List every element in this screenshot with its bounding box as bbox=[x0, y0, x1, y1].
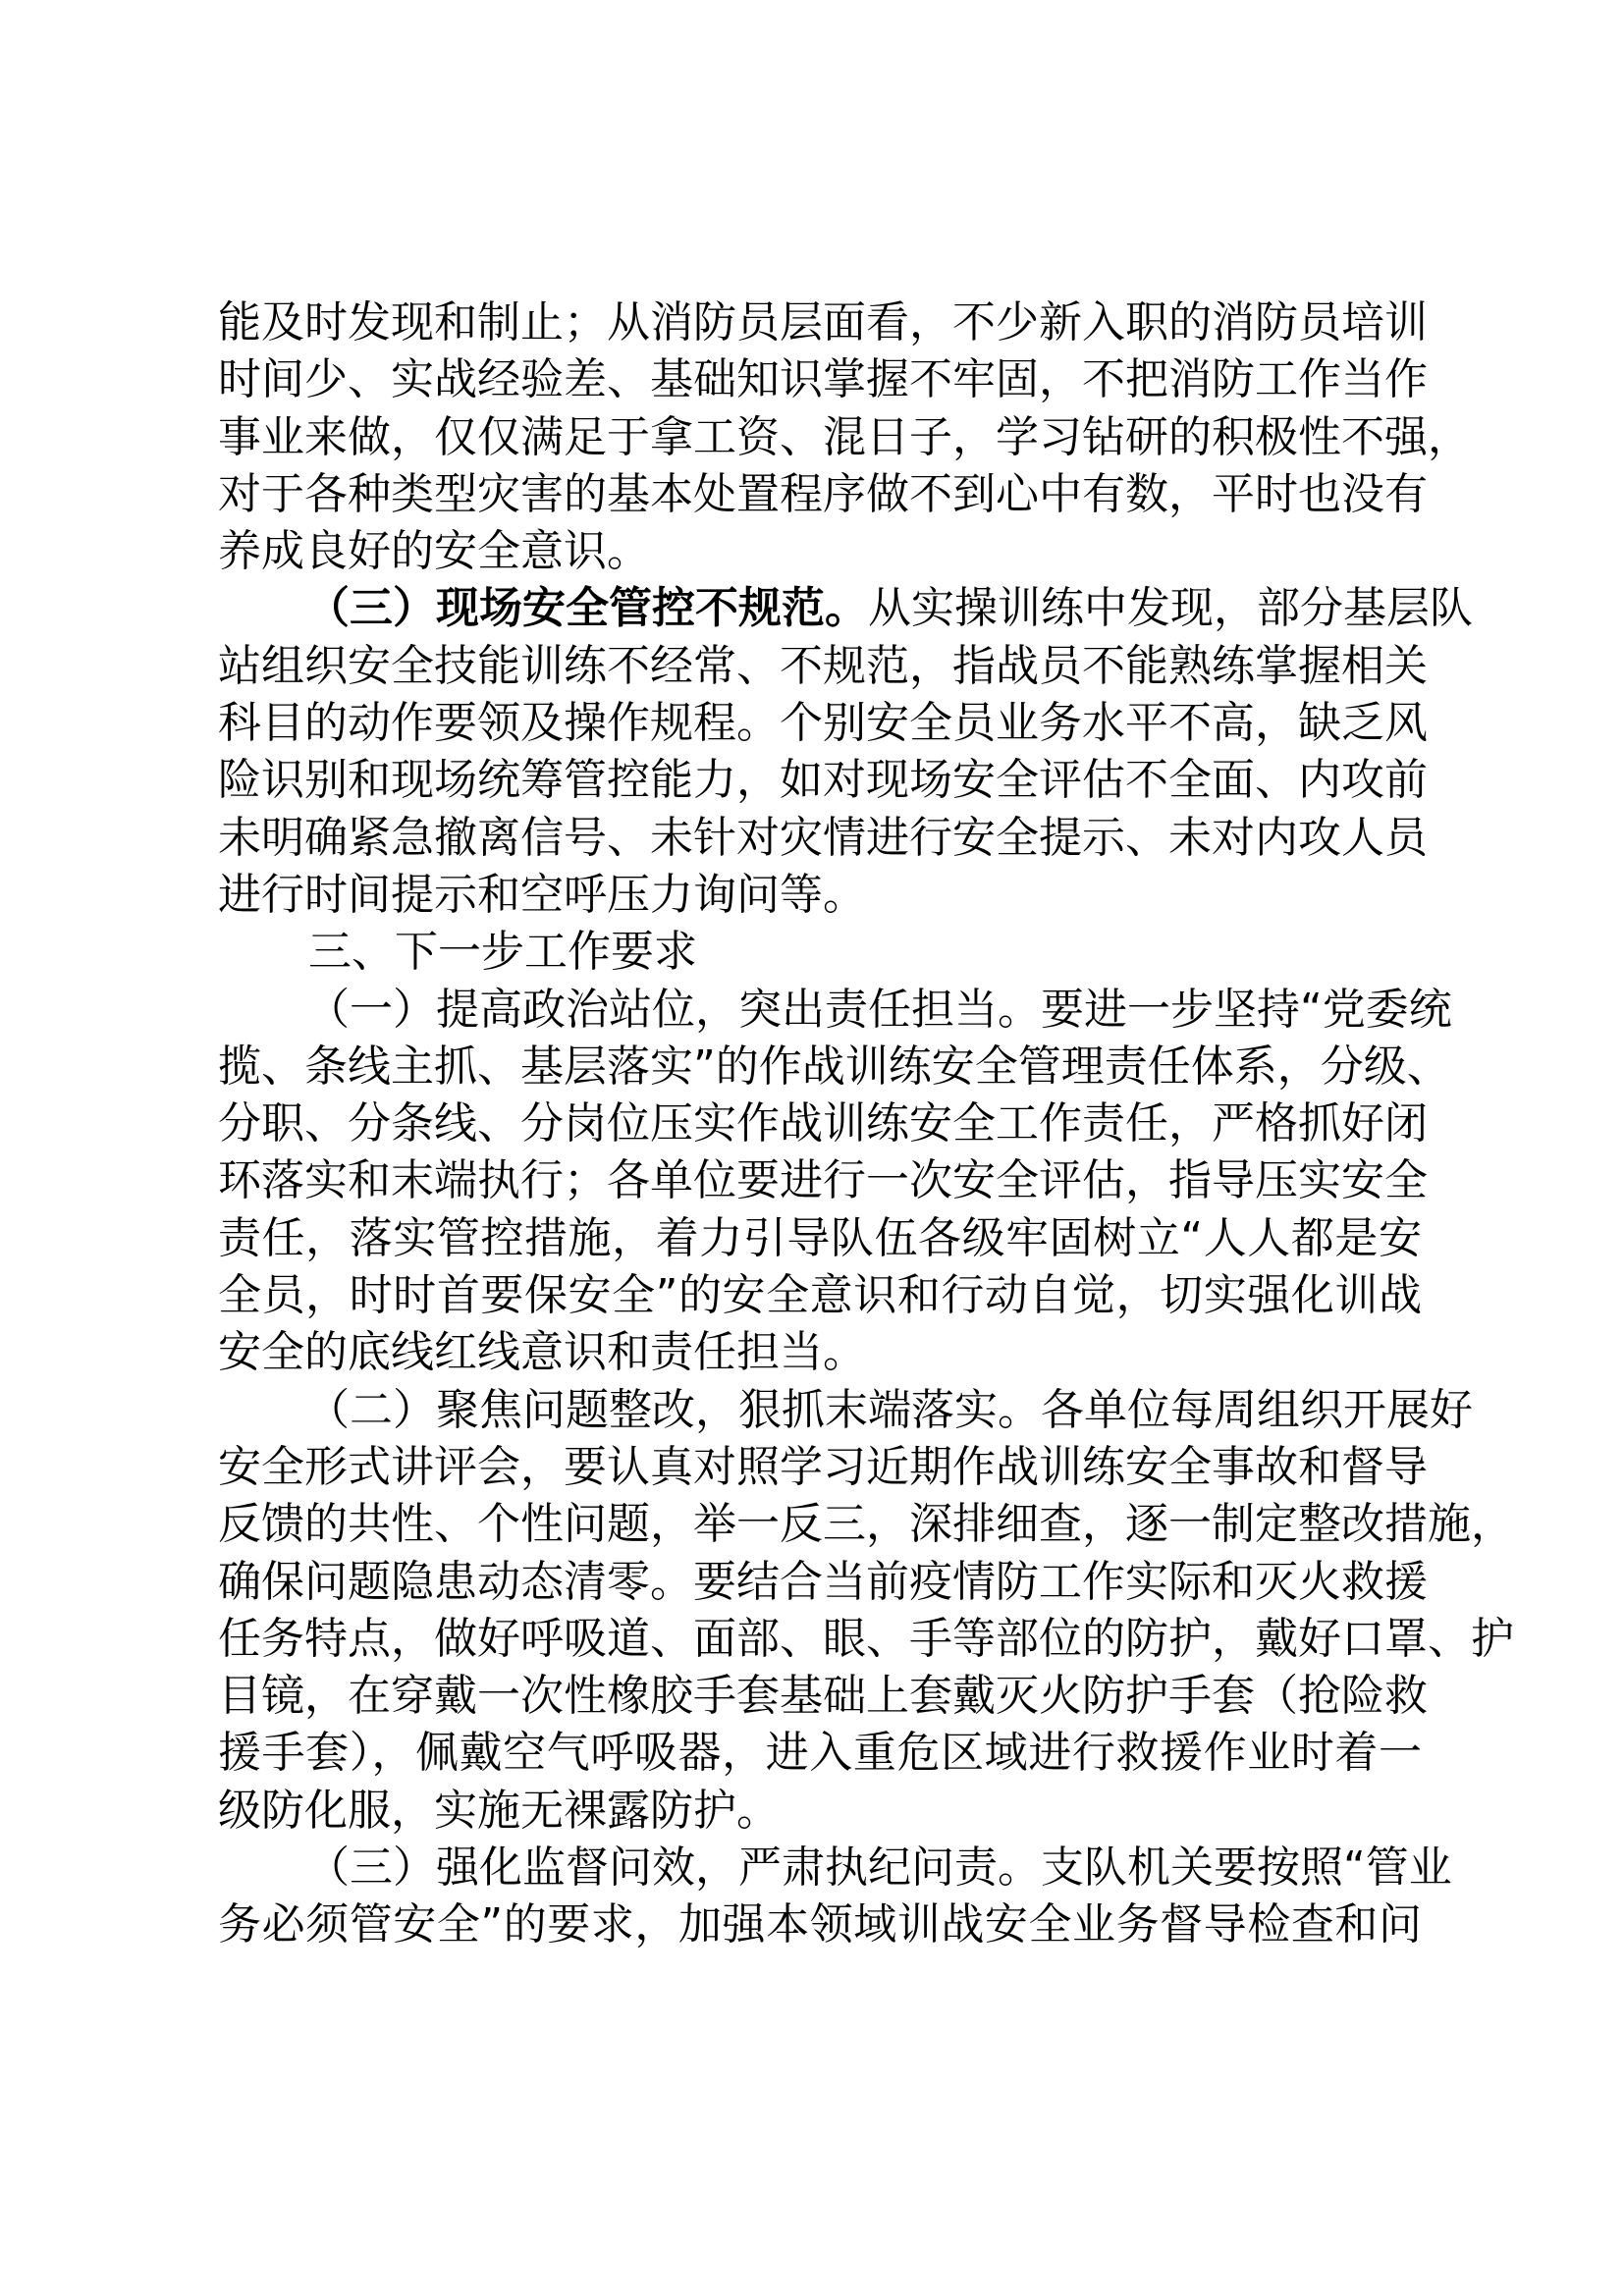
text-line: 时间少、实战经验差、基础知识掌握不牢固，不把消防工作当作 bbox=[218, 354, 1428, 405]
text-line: 全员，时时首要保安全”的安全意识和行动自觉，切实强化训战 bbox=[218, 1270, 1422, 1321]
text-line: 援手套），佩戴空气呼吸器，进入重危区域进行救援作业时着一 bbox=[218, 1728, 1422, 1779]
text-line: 揽、条线主抓、基层落实”的作战训练安全管理责任体系，分级、 bbox=[218, 1041, 1450, 1092]
text-line: 养成良好的安全意识。 bbox=[218, 526, 650, 577]
text-line: 责任，落实管控措施，着力引导队伍各级牢固树立“人人都是安 bbox=[218, 1212, 1422, 1263]
paragraph-lead-rest: 从实操训练中发现，部分基层队 bbox=[868, 583, 1473, 634]
text-line bbox=[218, 580, 1473, 637]
paragraph-political-stance bbox=[218, 982, 1452, 1382]
text-line: 分职、分条线、分岗位压实作战训练安全工作责任，严格抓好闭 bbox=[218, 1098, 1428, 1149]
text-line: 目镜，在穿戴一次性橡胶手套基础上套戴灭火防护手套（抢险救 bbox=[218, 1671, 1428, 1722]
text-line: （二）聚焦问题整改，狠抓末端落实。各单位每周组织开展好 bbox=[306, 1384, 1473, 1435]
text-line: 进行时间提示和空呼压力询问等。 bbox=[218, 869, 866, 920]
text-line: 站组织安全技能训练不经常、不规范，指战员不能熟练掌握相关 bbox=[218, 640, 1428, 691]
text-line: 能及时发现和制止；从消防员层面看，不少新入职的消防员培训 bbox=[218, 297, 1428, 347]
paragraph-lead-bold: （三）现场安全管控不规范。 bbox=[306, 583, 868, 634]
text-line: 确保问题隐患动态清零。要结合当前疫情防工作实际和灭火救援 bbox=[218, 1556, 1428, 1607]
text-line: 安全的底线红线意识和责任担当。 bbox=[218, 1327, 866, 1378]
text-line: 务必须管安全”的要求，加强本领域训战安全业务督导检查和问 bbox=[218, 1899, 1422, 1950]
text-line: 险识别和现场统筹管控能力，如对现场安全评估不全面、内攻前 bbox=[218, 755, 1428, 806]
paragraph-continued bbox=[218, 294, 1471, 580]
text-line: 科目的动作要领及操作规程。个别安全员业务水平不高，缺乏风 bbox=[218, 698, 1428, 749]
text-line: 未明确紧急撤离信号、未针对灾情进行安全提示、未对内攻人员 bbox=[218, 812, 1428, 863]
document-body bbox=[218, 294, 1514, 1954]
text-line: 级防化服，实施无裸露防护。 bbox=[218, 1785, 780, 1836]
text-line: 安全形式讲评会，要认真对照学习近期作战训练安全事故和督导 bbox=[218, 1441, 1428, 1492]
section-heading: 三、下一步工作要求 bbox=[308, 927, 697, 978]
text-line: 对于各种类型灾害的基本处置程序做不到心中有数，平时也没有 bbox=[218, 468, 1428, 519]
text-line: （三）强化监督问效，严肃执纪问责。支队机关要按照“管业 bbox=[306, 1842, 1452, 1894]
text-line: 事业来做，仅仅满足于拿工资、混日子，学习钻研的积极性不强， bbox=[218, 411, 1471, 462]
text-line: 环落实和末端执行；各单位要进行一次安全评估，指导压实安全 bbox=[218, 1155, 1428, 1206]
paragraph-onsite-safety-control bbox=[218, 580, 1473, 924]
text-line: （一）提高政治站位，突出责任担当。要进一步坚持“党委统 bbox=[306, 984, 1452, 1035]
text-line: 任务特点，做好呼吸道、面部、眼、手等部位的防护，戴好口罩、护 bbox=[218, 1613, 1514, 1664]
paragraph-problem-rectification bbox=[218, 1382, 1514, 1840]
text-line: 反馈的共性、个性问题，举一反三，深排细查，逐一制定整改措施， bbox=[218, 1499, 1514, 1550]
paragraph-supervision-accountability bbox=[218, 1840, 1452, 1954]
